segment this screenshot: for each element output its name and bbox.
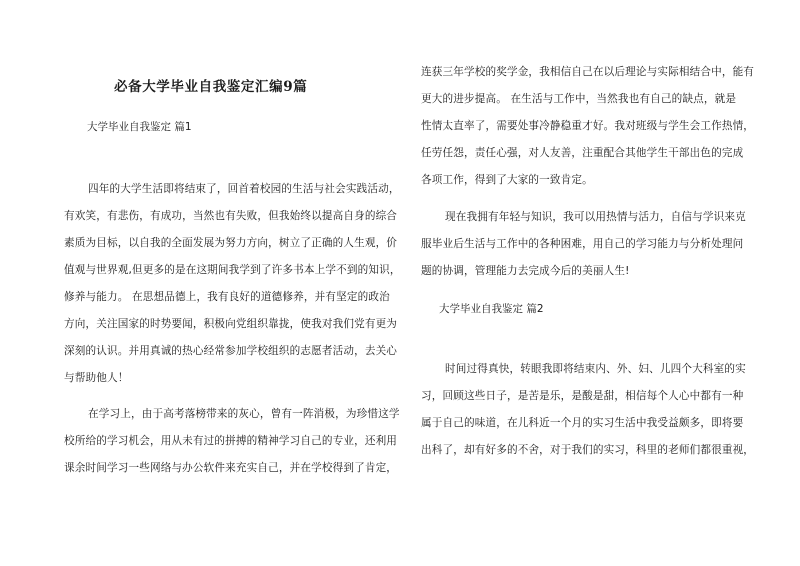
text-line: 题的协调，管理能力去完成今后的美丽人生! xyxy=(421,265,630,277)
text-line: 服毕业后生活与工作中的各种困难，用自己的学习能力与分析处理问 xyxy=(421,238,744,250)
section-heading-2: 大学毕业自我鉴定 篇2 xyxy=(439,303,544,315)
text-line: 连获三年学校的奖学金，我相信自己在以后理论与实际相结合中，能有 xyxy=(421,66,755,78)
text-line: 时间过得真快，转眼我即将结束内、外、妇、儿四个大科室的实 xyxy=(445,363,746,375)
text-line: 更大的进步提高。 在生活与工作中，当然我也有自己的缺点，就是 xyxy=(421,93,737,105)
text-line: 有欢笑，有悲伤，有成功，当然也有失败，但我始终以提高自身的综合 xyxy=(64,210,398,222)
text-line: 任劳任怨，责任心强，对人友善，注重配合其他学生干部出色的完成 xyxy=(421,147,744,159)
text-line: 各项工作，得到了大家的一致肯定。 xyxy=(421,174,593,186)
text-line: 四年的大学生活即将结束了，回首着校园的生活与社会实践活动， xyxy=(88,183,400,195)
text-line: 深刻的认识。并用真诚的热心经常参加学校组织的志愿者活动，去关心 xyxy=(64,345,398,357)
text-line: 出科了，却有好多的不舍，对于我们的实习，科里的老师们都很重视， xyxy=(421,444,755,456)
text-line: 校所给的学习机会，用从未有过的拼搏的精神学习自己的专业，还利用 xyxy=(64,435,398,447)
text-line: 属于自己的味道，在儿科近一个月的实习生活中我受益颇多，即将要 xyxy=(421,417,744,429)
text-line: 值观与世界观,但更多的是在这期间我学到了许多书本上学不到的知识， xyxy=(64,264,401,276)
text-line: 性情太直率了，需要处事冷静稳重才好。我对班级与学生会工作热情， xyxy=(421,120,755,132)
text-line: 素质为目标，以自我的全面发展为努力方向，树立了正确的人生观，价 xyxy=(64,237,398,249)
text-line: 与帮助他人！ xyxy=(64,372,129,384)
text-line: 课余时间学习一些网络与办公软件来充实自己，并在学校得到了肯定， xyxy=(64,462,398,474)
text-line: 习，回顾这些日子，是苦是乐，是酸是甜，相信每个人心中都有一种 xyxy=(421,390,744,402)
text-line: 现在我拥有年轻与知识，我可以用热情与活力，自信与学识来克 xyxy=(445,211,746,223)
text-line: 方向，关注国家的时势要闻，积极向党组织靠拢，使我对我们党有更为 xyxy=(64,318,398,330)
section-heading-1: 大学毕业自我鉴定 篇1 xyxy=(87,121,192,133)
text-line: 修养与能力。 在思想品德上，我有良好的道德修养，并有坚定的政治 xyxy=(64,291,390,303)
text-line: 在学习上，由于高考落榜带来的灰心，曾有一阵消极，为珍惜这学 xyxy=(88,408,400,420)
document-title: 必备大学毕业自我鉴定汇编9篇 xyxy=(114,79,308,95)
